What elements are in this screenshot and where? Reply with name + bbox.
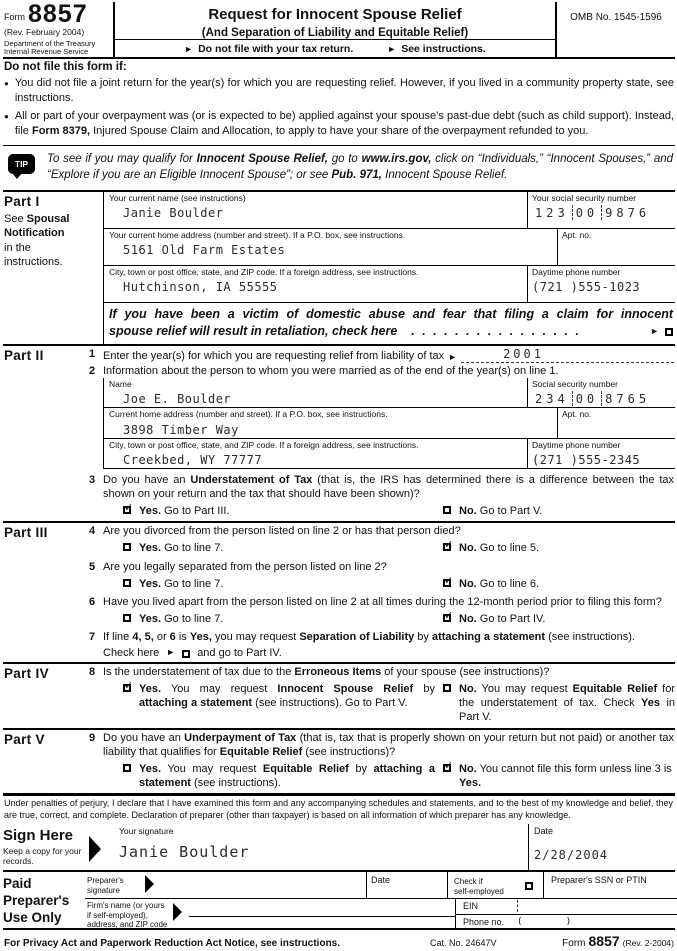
q8-yes-text: Yes. You may request Innocent Spouse Relief by attaching a statement (see instructions). Go to Part V.	[139, 682, 435, 709]
arrow-icon: ►	[166, 646, 176, 657]
domestic-abuse-statement	[104, 303, 675, 344]
paid-preparer-grid	[85, 872, 675, 928]
agency-line-2: Internal Revenue Service	[4, 47, 89, 57]
sign-here-block	[3, 824, 89, 870]
q5-no-checkbox[interactable]: ✓	[444, 573, 454, 587]
preparer-signature-arrow-icon	[145, 875, 154, 893]
part-2-label-col	[3, 346, 89, 521]
part-5-label: Part V	[4, 731, 45, 747]
tip-section	[3, 145, 675, 190]
paid-preparer-title-2: Preparer's	[3, 892, 70, 908]
current-name-field[interactable]	[104, 192, 527, 228]
part-3-label: Part III	[4, 525, 48, 541]
ssn-group[interactable]: 00	[575, 206, 599, 221]
spouse-city-field[interactable]	[104, 439, 527, 468]
ssn-area[interactable]: 234	[535, 392, 569, 407]
do-not-file-heading: Do not file this form if:	[4, 61, 127, 73]
q7-checkbox[interactable]	[182, 650, 190, 658]
daytime-phone-field[interactable]	[527, 266, 675, 302]
q9-no-checkbox[interactable]: ✓	[444, 758, 454, 772]
preparer-date-area[interactable]	[367, 872, 447, 898]
agency-line-1: Department of the Treasury	[4, 38, 96, 48]
question-7-text: If line 4, 5, or 6 is Yes, you may request Separation of Liability by attaching a statement (see instructions).	[103, 631, 635, 644]
sign-here-section	[3, 824, 675, 870]
bullet-item	[4, 76, 674, 105]
omb-number: OMB No. 1545-1596	[555, 2, 675, 57]
spouse-fields	[103, 378, 675, 469]
paid-preparer-title	[3, 872, 85, 928]
abuse-line-2: spouse relief will result in retaliation, check here	[109, 323, 398, 338]
name-row	[104, 192, 675, 229]
question-9-number: 9	[89, 731, 96, 744]
q3-yes-checkbox[interactable]: ✓	[124, 501, 134, 514]
q5-no-text: No. Go to line 6.	[459, 577, 540, 590]
footer-form-id	[562, 933, 674, 949]
form-subtitle: (And Separation of Liability and Equitable Relief)	[201, 27, 469, 39]
q5-yes-checkbox[interactable]	[123, 579, 131, 587]
part-2-body	[89, 346, 675, 521]
form-title: Request for Innocent Spouse Relief	[208, 6, 462, 23]
home-address-value[interactable]: 5161 Old Farm Estates	[123, 243, 286, 258]
part-4-label: Part IV	[4, 665, 49, 681]
spouse-name-value[interactable]: Joe E. Boulder	[123, 392, 232, 407]
q5-yes-text: Yes. Go to line 7.	[139, 577, 224, 590]
keep-copy-note: Keep a copy for your records.	[3, 846, 82, 867]
ssn-serial[interactable]: 9876	[605, 206, 651, 221]
part-2-section	[3, 344, 675, 521]
question-5-block	[89, 559, 675, 591]
part-1-label-col	[3, 192, 103, 344]
spouse-ssn-field[interactable]	[527, 378, 675, 407]
sign-date-value[interactable]: 2/28/2004	[534, 847, 609, 862]
firm-name-arrow-icon	[173, 903, 182, 921]
city-value[interactable]: Hutchinson, IA 55555	[123, 280, 278, 295]
privacy-act-notice: For Privacy Act and Paperwork Reduction Act Notice, see instructions.	[4, 938, 341, 950]
city-row	[104, 266, 675, 303]
preparer-signature-area[interactable]	[160, 872, 365, 898]
question-3	[89, 472, 675, 501]
signature-arrow-icon	[89, 836, 101, 862]
sign-date-label: Date	[534, 826, 554, 837]
ssn-field[interactable]	[527, 192, 675, 228]
question-8-number: 8	[89, 665, 96, 678]
line-2	[89, 363, 675, 378]
q9-no-text: No. You cannot file this form unless line 3 is Yes.	[459, 762, 672, 789]
apt-label: Apt. no.	[562, 230, 592, 241]
spouse-address-value[interactable]: 3898 Timber Way	[123, 422, 239, 437]
line-2-text: Information about the person to whom you were married as of the end of the year(s) on line 1.	[103, 365, 559, 378]
ssn-serial[interactable]: 8765	[605, 392, 651, 407]
daytime-phone-value[interactable]: (721 )555-1023	[532, 280, 641, 295]
part-3-body	[89, 523, 675, 661]
home-address-label: Your current home address (number and street). If a P.O. box, see instructions.	[109, 230, 406, 241]
your-signature-value[interactable]: Janie Boulder	[119, 843, 250, 862]
part-1-section	[3, 190, 675, 344]
q3-yes-text: Yes. Go to Part III.	[139, 505, 230, 517]
your-signature-label: Your signature	[119, 826, 174, 837]
bullet-2-text: All or part of your overpayment was (or is expected to be) applied against your spouse’s past-due debt (such as child support). Instead, file Form 8379, Injured Spouse Claim and Allocation, to apply to have your share of the overpayment refunded to you.	[14, 110, 674, 137]
spouse-name-row	[104, 378, 675, 408]
question-5-text: Are you legally separated from the person listed on line 2?	[103, 560, 387, 573]
form-number-block	[3, 2, 115, 57]
q8-yes-checkbox[interactable]: ✓	[124, 678, 134, 692]
part-1-fields	[103, 192, 675, 344]
arrow-icon: ►	[448, 351, 458, 362]
question-3-number: 3	[89, 473, 96, 486]
question-6-number: 6	[89, 596, 96, 609]
spouse-phone-value[interactable]: (271 )555-2345	[532, 452, 641, 467]
footer-form-word: Form	[562, 938, 586, 950]
spouse-name-label: Name	[109, 379, 132, 390]
form-word: Form	[4, 11, 25, 22]
q4-no-text: No. Go to line 5.	[459, 542, 540, 555]
q8-no-checkbox[interactable]	[443, 684, 451, 692]
question-7-block	[89, 629, 675, 659]
header-note-1: Do not file with your tax return.	[198, 43, 354, 55]
part-1-label: Part I	[4, 194, 40, 210]
phone-area[interactable]: ( )	[517, 917, 572, 928]
q3-no-checkbox[interactable]	[443, 506, 451, 514]
phone-label: Phone no.	[463, 917, 505, 928]
arrow-icon: ►	[650, 326, 659, 337]
q9-yes-checkbox[interactable]	[123, 764, 131, 772]
q6-no-text: No. Go to Part IV.	[459, 613, 546, 626]
question-8-text: Is the understatement of tax due to the Erroneous Items of your spouse (see instructions)?	[103, 665, 550, 678]
part-2-label: Part II	[4, 347, 44, 363]
city-field[interactable]	[104, 266, 527, 302]
part-5-label-col	[3, 730, 89, 794]
agency-lines	[4, 40, 111, 57]
tip-text: To see if you may qualify for Innocent Spouse Relief, go to www.irs.gov, click on “Individuals,” “Innocent Spouses,” and “Explore if you are an Eligible Innocent Spouse”; or see Pub. 971, Innocent Spouse Relief.	[47, 153, 674, 181]
part-5-section	[3, 728, 675, 794]
your-signature-field[interactable]	[89, 824, 528, 870]
bullet-item	[4, 109, 674, 138]
q6-yes-checkbox[interactable]	[123, 614, 131, 622]
q6-yes-text: Yes. Go to line 7.	[139, 613, 224, 626]
abuse-checkbox[interactable]	[665, 328, 673, 336]
spouse-phone-field[interactable]	[527, 439, 675, 468]
catalog-number: Cat. No. 24647V	[430, 938, 497, 949]
firm-name-area[interactable]	[189, 900, 455, 916]
ein-label: EIN	[463, 901, 479, 912]
apt-field[interactable]	[557, 229, 675, 265]
do-not-file-section	[3, 59, 675, 145]
current-name-label: Your current name (see instructions)	[109, 193, 246, 204]
spouse-city-label: City, town or post office, state, and ZIP code. If a foreign address, see instructions.	[109, 439, 419, 450]
part-3-section	[3, 521, 675, 661]
question-6-block	[89, 594, 675, 626]
q8-no-text: No. You may request Equitable Relief for the understatement of tax. Check Yes in Part V.	[459, 682, 676, 724]
part-3-label-col	[3, 523, 89, 661]
part-4-section	[3, 662, 675, 728]
q6-no-checkbox[interactable]: ✓	[444, 609, 454, 623]
part-5-body	[89, 730, 675, 794]
question-3-answers	[123, 501, 675, 518]
ssn-area[interactable]: 123	[535, 206, 569, 221]
q3-no-text: No. Go to Part V.	[459, 505, 543, 517]
question-3-text: Do you have an Understatement of Tax (that is, the IRS has determined there is a difference between the tax shown on your return and the tax that should have been shown)?	[103, 473, 674, 500]
spouse-apt-field[interactable]	[557, 408, 675, 437]
form-footer	[3, 928, 675, 951]
tax-years-value[interactable]: 2001	[461, 347, 674, 363]
home-address-field[interactable]	[104, 229, 557, 265]
arrow-icon: ►	[387, 44, 397, 54]
spouse-phone-label: Daytime phone number	[532, 439, 621, 450]
spouse-address-row	[104, 408, 675, 438]
preparer-date-label: Date	[371, 875, 391, 886]
ssn-label: Your social security number	[532, 193, 637, 204]
spouse-apt-label: Apt. no.	[562, 409, 592, 420]
q7-after-text: and go to Part IV.	[197, 646, 282, 659]
spouse-ssn-label: Social security number	[532, 379, 618, 390]
dot-leader: . . . . . . . . . . . . . . . .	[411, 323, 581, 338]
spouse-address-label: Current home address (number and street). If a P.O. box, see instructions.	[109, 409, 388, 420]
question-4-text: Are you divorced from the person listed on line 2 or has that person died?	[103, 525, 461, 538]
footer-form-revision: (Rev. 2-2004)	[622, 938, 674, 949]
header-notes	[115, 39, 555, 58]
question-9-text: Do you have an Underpayment of Tax (that is, tax that is properly shown on your return but not paid) or another tax liability that qualifies for Equitable Relief (see instructions)?	[103, 731, 674, 758]
abuse-line-1: If you have been a victim of domestic abuse and fear that filing a claim for innocent	[109, 307, 673, 322]
perjury-statement: Under penalties of perjury, I declare that I have examined this form and any accompanying schedules and statements, and to the best of my knowledge and belief, they are true, correct, and complete. Declaration of preparer (other than taxpayer) is based on all information of which preparer has any knowledge.	[3, 793, 675, 824]
firm-name-label: Firm's name (or yours if self-employed), address, and ZIP code	[87, 901, 168, 930]
preparer-signature-label: Preparer's signature	[87, 876, 124, 895]
form-header	[3, 2, 675, 59]
bullet-icon: ●	[4, 112, 9, 122]
preparer-ssn-label: Preparer's SSN or PTIN	[551, 875, 647, 886]
header-note-2: See instructions.	[401, 43, 486, 55]
part-4-label-col	[3, 664, 89, 728]
spouse-city-row	[104, 439, 675, 469]
bullet-1-text: You did not file a joint return for the year(s) for which you are requesting relief. However, if you lived in a community property state, see instructions.	[14, 77, 674, 104]
q9-yes-text: Yes. You may request Equitable Relief by attaching a statement (see instructions).	[139, 762, 435, 789]
paid-preparer-title-3: Use Only	[3, 909, 62, 925]
tip-icon: TIP	[8, 154, 35, 174]
question-6-text: Have you lived apart from the person listed on line 2 at all times during the 12-month period prior to filing this form?	[103, 596, 662, 609]
line-1-number: 1	[89, 347, 96, 360]
spouse-city-value[interactable]: Creekbed, WY 77777	[123, 452, 263, 467]
spouse-name-field[interactable]	[104, 378, 527, 407]
question-5-number: 5	[89, 560, 96, 573]
ein-area[interactable]	[485, 899, 677, 914]
paid-preparer-section	[3, 870, 675, 928]
paid-preparer-title-1: Paid	[3, 876, 32, 892]
q7-check-here-text: Check here	[103, 646, 160, 659]
bullet-icon: ●	[4, 79, 9, 88]
form-title-block	[115, 2, 555, 57]
arrow-icon: ►	[184, 44, 194, 54]
sign-date-field[interactable]	[528, 824, 675, 870]
part-1-side-note: See Spousal Notification in the instructions.	[4, 213, 70, 268]
line-1-text: Enter the year(s) for which you are requesting relief from liability of tax	[103, 350, 445, 363]
spouse-address-field[interactable]	[104, 408, 557, 437]
city-label: City, town or post office, state, and ZIP code. If a foreign address, see instructions.	[109, 267, 419, 278]
check-self-employed-label: Check if self-employed	[454, 877, 504, 896]
q4-no-checkbox[interactable]: ✓	[444, 538, 454, 552]
form-number: 8857	[28, 0, 88, 28]
question-4-number: 4	[89, 525, 96, 538]
form-revision: (Rev. February 2004)	[4, 26, 85, 37]
daytime-phone-label: Daytime phone number	[532, 267, 621, 278]
part-4-body	[89, 664, 675, 728]
address-row	[104, 229, 675, 266]
question-7-number: 7	[89, 631, 96, 644]
preparer-ssn-area[interactable]	[544, 872, 677, 898]
ssn-group[interactable]: 00	[575, 392, 599, 407]
self-employed-checkbox[interactable]	[525, 882, 533, 890]
current-name-value[interactable]: Janie Boulder	[123, 206, 224, 221]
sign-here-title: Sign Here	[3, 827, 74, 845]
q4-yes-checkbox[interactable]	[123, 543, 131, 551]
question-4-block	[89, 523, 675, 555]
footer-form-number: 8857	[588, 933, 620, 950]
q4-yes-text: Yes. Go to line 7.	[139, 542, 224, 555]
line-1	[89, 346, 675, 363]
line-2-number: 2	[89, 365, 96, 378]
